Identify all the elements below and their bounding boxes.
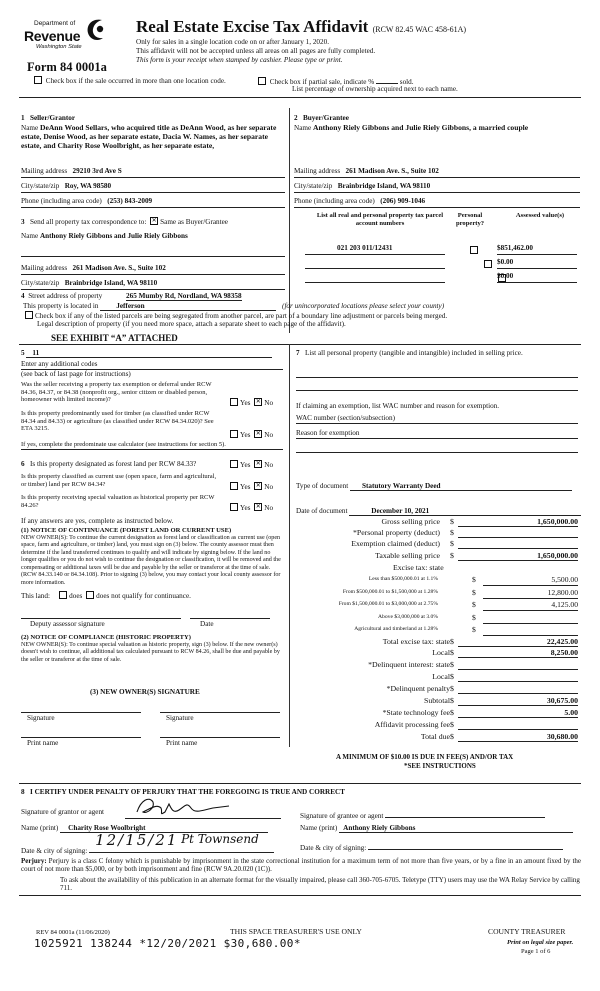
- doc-date[interactable]: December 10, 2021: [349, 507, 581, 516]
- grantee-name-row: [300, 824, 573, 833]
- doc-type[interactable]: Statutory Warranty Deed: [350, 482, 572, 491]
- delinq-state-dollar: $: [450, 660, 454, 669]
- tier-row: [300, 626, 578, 636]
- seller-phone-label: Phone (including area code): [21, 197, 102, 205]
- buyer-mailing[interactable]: 261 Madison Ave. S., Suite 102: [345, 167, 439, 175]
- subtotal-dollar: $: [450, 696, 454, 705]
- tech-fee-dollar: $: [450, 708, 454, 717]
- forest-no-label: No: [264, 461, 274, 469]
- parcel-row[interactable]: [305, 244, 445, 255]
- logo-state: Washington State: [36, 44, 82, 50]
- seller-heading: [21, 114, 285, 122]
- tier-row: [300, 614, 578, 624]
- buyer-city-label: City/state/zip: [294, 182, 333, 190]
- property-located-label: This property is located in: [23, 302, 99, 310]
- exemption-reason-row: [296, 429, 578, 439]
- perjury-text: Perjury is a class C felony which is punishable by imprisonment in the state correctional institution for a maximum term of not more than five years, or by a fine in an amount fixed by the court of not more than $5,000, or by both imprisonment and fine (RCW 9A.20.020 (1C)).: [21, 857, 582, 874]
- section-divider-2: [289, 344, 290, 747]
- owner-print-line-1[interactable]: [21, 737, 141, 738]
- correspondence-city[interactable]: Brainbridge Island, WA 98110: [64, 279, 158, 287]
- correspondence-mailing-row: [21, 264, 285, 275]
- revenue-swoosh-icon: [84, 17, 106, 43]
- buyer-num: 2: [294, 114, 298, 122]
- taxable-selling-price[interactable]: 1,650,000.00: [458, 551, 578, 561]
- affidavit-fee-dollar: $: [450, 720, 454, 729]
- tax-row-gross: [300, 517, 578, 527]
- correspondence-mailing[interactable]: 261 Madison Ave. S., Suite 102: [72, 264, 166, 272]
- notice-compliance-heading: (2) NOTICE OF COMPLIANCE (HISTORIC PROPERTY): [21, 634, 191, 641]
- land-does-checkbox[interactable]: [59, 591, 67, 599]
- total-state[interactable]: 22,425.00: [458, 637, 578, 647]
- local-label: Local: [432, 648, 450, 657]
- exhibit-attached[interactable]: SEE EXHIBIT “A” ATTACHED: [51, 333, 178, 343]
- parcel-col-header-number: List all real and personal property tax parcel account numbers: [316, 212, 444, 227]
- owner-signature-line-2[interactable]: [160, 712, 280, 713]
- local-dollar: $: [450, 648, 454, 657]
- gross-dollar: $: [450, 517, 454, 526]
- parcel-value-3[interactable]: $0.00: [497, 272, 577, 283]
- grantor-signature-label: Signature of grantor or agent: [21, 808, 105, 816]
- form-number: Form 84 0001a: [27, 60, 107, 74]
- cashier-receipt-stamp: 1025921 138244 *12/20/2021 $30,680.00*: [34, 937, 301, 950]
- tax-row-tech-fee: [300, 708, 578, 718]
- land-does-not-checkbox[interactable]: [86, 591, 94, 599]
- doc-date-label: Date of document: [296, 507, 348, 515]
- form-title: [136, 17, 466, 37]
- header-divider: [19, 97, 581, 98]
- total-due-dollar: $: [450, 732, 454, 741]
- tax-row-affidavit-fee: [300, 720, 578, 730]
- local-tax[interactable]: 8,250.00: [458, 648, 578, 658]
- tax-row-total-due: [300, 732, 578, 742]
- subtotal[interactable]: 30,675.00: [458, 696, 578, 706]
- same-as-buyer-label: Same as Buyer/Grantee: [160, 218, 228, 226]
- legal-paper-note: Print on legal size paper.: [507, 939, 574, 946]
- current-use-yes-checkbox[interactable]: [230, 482, 238, 490]
- grantee-date-label: Date & city of signing:: [300, 844, 367, 852]
- complete-instructed-note: If any answers are yes, complete as instructed below.: [21, 517, 174, 525]
- additional-codes-label: Enter any additional codes: [21, 360, 98, 368]
- buyer-heading-text: Buyer/Grantee: [302, 114, 349, 122]
- section7-num: 7: [296, 349, 300, 357]
- treasurer-use-only: THIS SPACE TREASURER'S USE ONLY: [230, 927, 362, 936]
- property-street[interactable]: 265 Mumby Rd, Nordland, WA 98358: [126, 292, 242, 300]
- personal-dollar: $: [450, 528, 454, 537]
- exemption-question-answer: [228, 398, 273, 407]
- delinq-state-label: *Delinquent interest: state: [368, 660, 450, 669]
- subtotal-label: Subtotal: [424, 696, 450, 705]
- predominate-use-note: If yes, complete the predominate use calculator (see instructions for section 5).: [21, 441, 283, 450]
- seller-city-row: [21, 182, 285, 193]
- section7-divider: [19, 783, 581, 784]
- parcel-personal-checkbox-2[interactable]: [484, 260, 492, 268]
- historic-yes-label: Yes: [240, 504, 251, 512]
- section-divider-1: [289, 108, 290, 333]
- owner-signature-line-1[interactable]: [21, 712, 141, 713]
- owner-signature-label-2: Signature: [166, 714, 194, 722]
- timber-no-label: No: [264, 431, 274, 439]
- owner-print-label-1: Print name: [27, 739, 59, 747]
- notice-compliance-body: NEW OWNER(S): To continue special valuation as historic property, sign (3) below. If the new owner(s) doesn't wish to continue, all additional tax calculated pursuant to RCW 84.26, shall be due and payable by the seller or transferor at the time of sale.: [21, 642, 280, 663]
- correspondence-name-row: [21, 232, 285, 240]
- exemption-yes-checkbox[interactable]: [230, 398, 238, 406]
- perjury-label: Perjury:: [21, 857, 47, 865]
- legal-description-label: Legal description of property (if you need more space, attach a separate sheet to each page of the affidavit).: [37, 320, 346, 328]
- current-use-answer: [228, 482, 273, 491]
- personal-property-line-2[interactable]: [296, 390, 578, 391]
- notice-continuance-heading: (1) NOTICE OF CONTINUANCE (FOREST LAND OR CURRENT USE): [21, 527, 232, 534]
- land-use-code[interactable]: 11: [26, 349, 272, 358]
- section5-code-row: [21, 349, 283, 358]
- current-use-question: Is this property classified as current use (open space, farm and agricultural, or timber) land per RCW 84.34?: [21, 473, 217, 488]
- delinq-local-label: Local: [432, 672, 450, 681]
- tier4-value[interactable]: [483, 614, 578, 624]
- seller-mailing[interactable]: 29210 3rd Ave S: [72, 167, 122, 175]
- total-due-label: Total due: [420, 732, 450, 741]
- delinq-penalty-label: *Delinquent penalty: [386, 684, 450, 693]
- land-does-label: does: [69, 592, 83, 600]
- form-title-text: Real Estate Excise Tax Affidavit: [136, 17, 369, 36]
- tax-row-taxable: [300, 551, 578, 561]
- see-back-note: (see back of last page for instructions): [21, 370, 131, 378]
- buyer-heading: [294, 114, 584, 122]
- parcel-personal-checkbox-1[interactable]: [470, 246, 478, 254]
- seller-phone[interactable]: (253) 843-2009: [107, 197, 153, 205]
- property-street-label: Street address of property: [28, 292, 103, 300]
- parcel-value-2[interactable]: $0.00: [497, 258, 577, 269]
- ownership-percent-note: List percentage of ownership acquired next to each name.: [292, 85, 458, 93]
- footer-divider: [19, 895, 581, 896]
- seller-name-block: [21, 124, 285, 151]
- section5-num: 5: [21, 349, 25, 357]
- timber-question: Is this property predominantly used for timber (as classified under RCW 84.34 and 84.33) or agriculture (as classified under RCW 84.34.020)? See ETA 3215.: [21, 410, 214, 433]
- correspondence-label: Send all property tax correspondence to:: [29, 218, 147, 226]
- correspondence-name[interactable]: Anthony Riely Gibbons and Julie Riely Gibbons: [39, 232, 188, 240]
- taxable-label: Taxable selling price: [375, 551, 440, 560]
- forest-land-answer: [228, 460, 273, 469]
- exemption-claim-label: If claiming an exemption, list WAC number and reason for exemption.: [296, 402, 500, 410]
- buyer-name-label: Name: [294, 124, 312, 133]
- header-note-1: Only for sales in a single location code on or after January 1, 2020.: [136, 38, 330, 46]
- tech-fee-label: *State technology fee: [382, 708, 450, 717]
- personal-property-label: [296, 349, 576, 357]
- historic-question: Is this property receiving special valuation as historical property per RCW 84.26?: [21, 494, 215, 509]
- affidavit-fee-label: Affidavit processing fee: [374, 720, 450, 729]
- segregated-checkbox[interactable]: [25, 311, 33, 319]
- seller-phone-row: [21, 197, 285, 208]
- grantee-name-label: Name (print): [300, 824, 338, 832]
- see-instructions-note: *SEE INSTRUCTIONS: [404, 762, 476, 770]
- grantee-signature-row: [300, 808, 545, 820]
- buyer-phone[interactable]: (206) 909-1046: [380, 197, 426, 205]
- tier1-dollar: $: [472, 575, 476, 584]
- notice-continuance-body: NEW OWNER(S): To continue the current designation as forest land or classification as current use (open space, farm and agriculture, or timber) land, you must sign on (3) below. The county assessor must then determine if the land transferred continues to qualify and will indicate by signing below. If the land no longer qualifies or you do not wish to continue the designation or classification, it will be removed and the compensating or additional taxes will be due and payable by the seller or transferor at the time of sale. (RCW 84.33.140 or 84.34.108). Prior to signing (3) below, you may contact your local county assessor for more information.: [21, 535, 281, 586]
- total-due[interactable]: 30,680.00: [458, 732, 578, 742]
- correspondence-num: 3: [21, 218, 25, 226]
- seller-mailing-row: [21, 167, 285, 178]
- tax-row-exemption: [300, 539, 578, 549]
- exemption-no-checkbox[interactable]: [254, 398, 262, 406]
- tier4-label: Above $3,000,000 at 3.0%: [378, 614, 438, 620]
- grantor-date-field[interactable]: [89, 831, 274, 853]
- parcel-number-1[interactable]: 021 203 011/12431: [337, 244, 393, 252]
- timber-no-checkbox[interactable]: [254, 430, 262, 438]
- tier2-value[interactable]: 12,800.00: [483, 589, 578, 599]
- total-state-dollar: $: [450, 637, 454, 646]
- wac-number-row: [296, 414, 578, 424]
- form-title-ref: (RCW 82.45 WAC 458-61A): [372, 25, 467, 34]
- forest-no-checkbox[interactable]: [254, 460, 262, 468]
- tier2-label: From $500,000.01 to $1,500,000 at 1.28%: [342, 589, 438, 595]
- tier5-label: Agricultural and timberland at 1.28%: [354, 626, 438, 632]
- correspondence-name-line: [21, 256, 285, 257]
- affidavit-fee-value[interactable]: [458, 720, 578, 730]
- current-use-no-label: No: [264, 483, 274, 491]
- perjury-statement: [21, 857, 581, 874]
- exemption-no-label: No: [264, 399, 274, 407]
- wac-number-label: WAC number (section/subsection): [296, 414, 396, 422]
- partial-sale-label: Check box if partial sale, indicate %: [269, 78, 375, 86]
- deputy-signature-label: Deputy assessor signature: [30, 620, 105, 628]
- tier1-label: Less than $500,000.01 at 1.1%: [368, 576, 438, 582]
- certify-statement: I CERTIFY UNDER PENALTY OF PERJURY THAT THE FOREGOING IS TRUE AND CORRECT: [29, 788, 345, 796]
- seller-mailing-label: Mailing address: [21, 167, 68, 175]
- seller-num: 1: [21, 114, 25, 122]
- timber-yes-checkbox[interactable]: [230, 430, 238, 438]
- personal-deduct-value[interactable]: [458, 528, 578, 538]
- section7-label-text: List all personal property (tangible and intangible) included in selling price.: [304, 349, 523, 357]
- land-does-not-label: does not qualify for continuance.: [96, 592, 191, 600]
- alternate-format-note: To ask about the availability of this publication in an alternate format for the visually impaired, please call 360-705-6705. Teletype (TTY) users may use the WA Relay Service by calling 711.: [60, 876, 580, 893]
- timber-question-answer: [228, 430, 273, 439]
- grantor-city: Pt Townsend: [181, 832, 259, 846]
- parcel-col-header-value: Assessed value(s): [515, 212, 565, 219]
- buyer-name-block: [294, 124, 584, 133]
- segregated-label: Check box if any of the listed parcels are being segregated from another parcel, are part of a boundary line adjustment or parcels being merged.: [35, 312, 448, 320]
- doc-type-label: Type of document: [296, 482, 349, 490]
- grantee-signature-field[interactable]: [385, 808, 545, 818]
- buyer-city-row: [294, 182, 580, 193]
- new-owner-signature-heading: (3) NEW OWNER(S) SIGNATURE: [90, 688, 200, 696]
- buyer-name[interactable]: Anthony Riely Gibbons and Julie Riely Gibbons, a married couple: [312, 123, 529, 133]
- exemption-yes-label: Yes: [240, 399, 251, 407]
- same-as-buyer-checkbox[interactable]: [150, 217, 158, 225]
- tier4-dollar: $: [472, 613, 476, 622]
- tier3-label: From $1,500,000.01 to $3,000,000 at 2.75%: [338, 601, 438, 607]
- deputy-date-line[interactable]: [190, 618, 270, 619]
- tax-row-personal: [300, 528, 578, 538]
- header-note-2: This affidavit will not be accepted unless all areas on all pages are fully completed.: [136, 47, 376, 55]
- delinq-penalty-value[interactable]: [458, 684, 578, 694]
- tax-row-total-state: [300, 637, 578, 647]
- historic-no-checkbox[interactable]: [254, 503, 262, 511]
- partial-sale-sold: sold.: [399, 78, 414, 86]
- doc-type-row: [296, 482, 572, 491]
- grantor-date-label: Date & city of signing:: [21, 847, 88, 855]
- exemption-deduct-label: Exemption claimed (deduct): [351, 539, 440, 548]
- seller-name-label: Name: [21, 124, 39, 133]
- delinq-penalty-dollar: $: [450, 684, 454, 693]
- current-use-no-checkbox[interactable]: [254, 482, 262, 490]
- gross-selling-price[interactable]: 1,650,000.00: [458, 517, 578, 527]
- correspondence-city-row: [21, 279, 285, 290]
- historic-yes-checkbox[interactable]: [230, 503, 238, 511]
- exemption-deduct-value[interactable]: [458, 539, 578, 549]
- taxable-dollar: $: [450, 551, 454, 560]
- minimum-fee-note: A MINIMUM OF $10.00 IS DUE IN FEE(S) AND/OR TAX: [336, 753, 514, 761]
- tax-row-delinq-local: [300, 672, 578, 682]
- grantee-name[interactable]: Anthony Riely Gibbons: [339, 824, 573, 833]
- section4-divider: [19, 344, 581, 345]
- revenue-logo: [20, 17, 106, 59]
- header-note-3: This form is your receipt when stamped by cashier. Please type or print.: [136, 56, 343, 64]
- additional-codes-row: [21, 360, 283, 370]
- buyer-city[interactable]: Brainbridge Island, WA 98110: [337, 182, 431, 190]
- tier1-value[interactable]: 5,500.00: [483, 576, 578, 586]
- tier-row: [300, 601, 578, 611]
- grantor-date: 12/15/21: [95, 831, 179, 849]
- buyer-mailing-label: Mailing address: [294, 167, 341, 175]
- doc-date-row: [296, 507, 581, 516]
- correspondence-name-label: Name: [21, 232, 39, 240]
- tax-row-delinq-state: [300, 660, 578, 670]
- seller-heading-text: Seller/Grantor: [29, 114, 76, 122]
- owner-signature-label-1: Signature: [27, 714, 55, 722]
- property-street-row: [21, 292, 242, 300]
- page-number: Page 1 of 6: [521, 948, 551, 955]
- logo-main: Revenue: [24, 28, 81, 44]
- excise-state-label: Excise tax: state: [393, 563, 444, 572]
- gross-label: Gross selling price: [381, 517, 440, 526]
- multi-location-label: Check box if the sale occurred in more than one location code.: [45, 77, 226, 85]
- personal-deduct-label: *Personal property (deduct): [352, 528, 440, 537]
- logo-dept: Department of: [34, 20, 76, 27]
- forest-yes-checkbox[interactable]: [230, 460, 238, 468]
- grantor-name[interactable]: Charity Rose Woolbright: [60, 824, 268, 833]
- current-use-yes-label: Yes: [240, 483, 251, 491]
- tier5-dollar: $: [472, 625, 476, 634]
- correspondence-row: [21, 217, 228, 226]
- delinq-state-value[interactable]: [458, 660, 578, 670]
- correspondence-city-label: City/state/zip: [21, 279, 60, 287]
- total-state-label: Total excise tax: state: [382, 637, 450, 646]
- deputy-date-label: Date: [200, 620, 214, 628]
- seller-name[interactable]: DeAnn Wood Sellars, who acquired title as DeAnn Wood, as her separate estate, Denise Wood, as her separate estate, Dacia W. Names, as her separate estate, and Charity Rose Woolbright, as her separate estate,: [21, 123, 277, 151]
- parcel-col-header-personal: Personal property?: [455, 212, 485, 227]
- delinq-local-value[interactable]: [458, 672, 578, 682]
- grantee-date-row: [300, 840, 563, 852]
- parcel-row[interactable]: [305, 258, 445, 269]
- property-num: 4: [21, 292, 25, 300]
- buyer-section: [294, 114, 584, 133]
- grantor-signature-row: [21, 808, 281, 820]
- tier3-dollar: $: [472, 600, 476, 609]
- exemption-dollar: $: [450, 539, 454, 548]
- parcel-value-1[interactable]: $851,462.00: [497, 244, 577, 255]
- timber-yes-label: Yes: [240, 431, 251, 439]
- historic-answer: [228, 503, 273, 512]
- section8-num: 8: [21, 788, 25, 796]
- delinq-local-dollar: $: [450, 672, 454, 681]
- personal-property-line-1[interactable]: [296, 377, 578, 378]
- forest-land-row: [21, 460, 226, 468]
- unincorporated-note: (for unincorporated locations please select your county): [282, 302, 445, 310]
- buyer-mailing-row: [294, 167, 580, 178]
- parcel-row[interactable]: [305, 272, 445, 283]
- property-county[interactable]: Jefferson: [100, 302, 276, 311]
- tax-row-local: [300, 648, 578, 658]
- exemption-reason-line-2[interactable]: [296, 452, 578, 453]
- tier-row: [300, 589, 578, 599]
- seller-section: [21, 114, 285, 151]
- county-treasurer: COUNTY TREASURER: [488, 927, 566, 936]
- tier2-dollar: $: [472, 588, 476, 597]
- partial-sale-checkbox[interactable]: [258, 77, 266, 85]
- owner-print-label-2: Print name: [166, 739, 198, 747]
- forest-yes-label: Yes: [240, 461, 251, 469]
- section6-num: 6: [21, 460, 25, 468]
- tax-row-delinq-penalty: [300, 684, 578, 694]
- grantee-signature-label: Signature of grantee or agent: [300, 812, 384, 820]
- forest-land-question: Is this property designated as forest land per RCW 84.33?: [29, 460, 197, 468]
- grantor-signature-image: [133, 794, 233, 820]
- buyer-phone-row: [294, 197, 580, 208]
- multi-location-row: [32, 76, 226, 85]
- tier5-value[interactable]: [483, 626, 578, 636]
- exemption-question: Was the seller receiving a property tax exemption or deferral under RCW 84.36, 84.37, or 84.38 (nonprofit org., senior citizen or disabled person, homeowner with limited income)?: [21, 381, 212, 404]
- tier3-value[interactable]: 4,125.00: [483, 601, 578, 611]
- exemption-reason-label: Reason for exemption: [296, 429, 360, 437]
- owner-print-line-2[interactable]: [160, 737, 280, 738]
- seller-city[interactable]: Roy, WA 98580: [64, 182, 112, 190]
- multi-location-checkbox[interactable]: [34, 76, 42, 84]
- tax-row-subtotal: [300, 696, 578, 706]
- form-revision: REV 84 0001a (11/06/2020): [36, 929, 110, 936]
- tech-fee[interactable]: 5.00: [458, 708, 578, 718]
- historic-no-label: No: [264, 504, 274, 512]
- seller-city-label: City/state/zip: [21, 182, 60, 190]
- deputy-signature-line[interactable]: [21, 618, 181, 619]
- buyer-phone-label: Phone (including area code): [294, 197, 375, 205]
- grantee-date-field[interactable]: [368, 840, 563, 850]
- this-land-label: This land:: [21, 592, 50, 600]
- land-qualify-row: [21, 591, 191, 600]
- grantor-name-label: Name (print): [21, 824, 59, 832]
- tier-row: [300, 576, 578, 586]
- partial-sale-percent[interactable]: [376, 76, 398, 84]
- grantor-date-row: [21, 831, 274, 855]
- correspondence-mailing-label: Mailing address: [21, 264, 68, 272]
